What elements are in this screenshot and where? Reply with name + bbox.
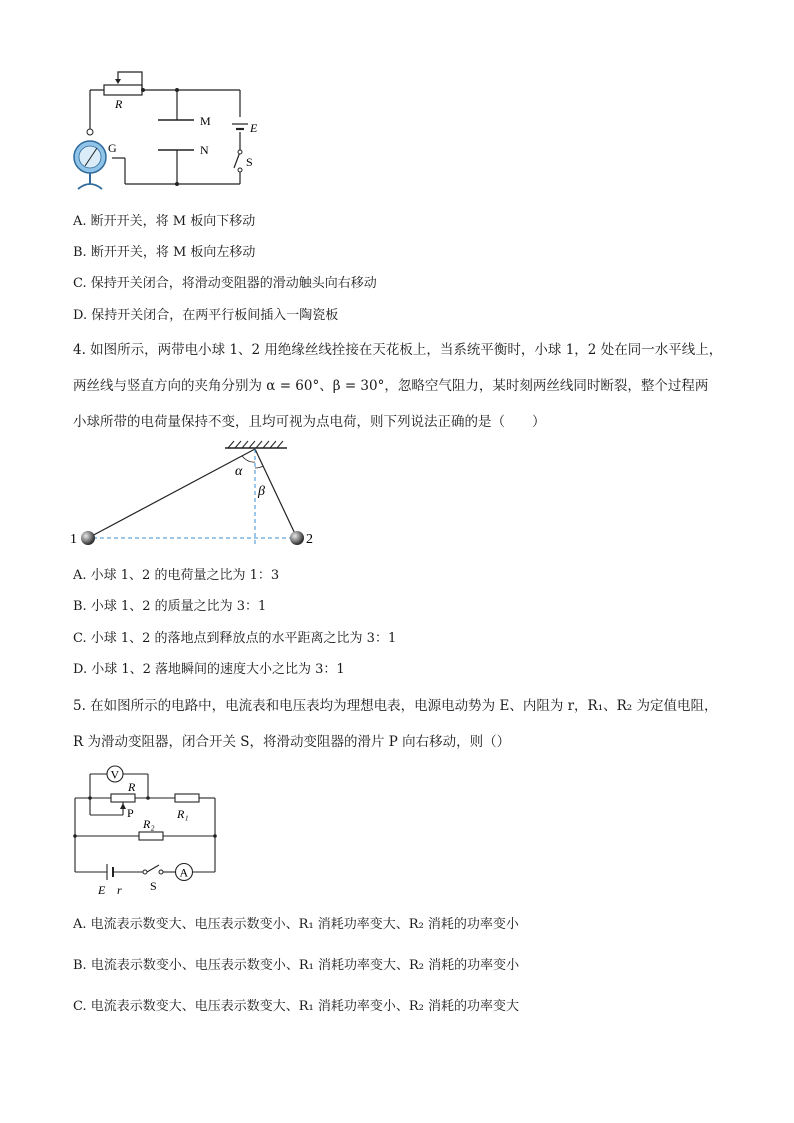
ammeter-icon xyxy=(176,864,193,881)
ball-2-icon xyxy=(290,531,304,545)
label-R: R xyxy=(128,780,136,794)
q5-stem xyxy=(73,688,753,760)
label-ball-2: 2 xyxy=(306,532,313,547)
capacitor-circuit-diagram xyxy=(60,62,280,197)
q4-option-b: B. 小球 1、2 的质量之比为 3：1 xyxy=(73,599,267,614)
q4-option-c: C. 小球 1、2 的落地点到释放点的水平距离之比为 3：1 xyxy=(73,631,397,646)
q3-option-b: B. 断开开关，将 M 板向左移动 xyxy=(73,245,256,260)
svg-text:V: V xyxy=(110,767,120,782)
q5-option-b: B. 电流表示数变小、电压表示数变小、R₁ 消耗功率变大、R₂ 消耗的功率变小 xyxy=(73,958,520,973)
q3-option-c: C. 保持开关闭合，将滑动变阻器的滑动触头向右移动 xyxy=(73,276,377,291)
label-R1: R₁ xyxy=(177,807,189,821)
q4-option-d: D. 小球 1、2 落地瞬间的速度大小之比为 3：1 xyxy=(73,662,345,677)
q5-option-a: A. 电流表示数变大、电压表示数变小、R₁ 消耗功率变大、R₂ 消耗的功率变小 xyxy=(73,917,519,932)
rheostat-circuit-diagram xyxy=(65,760,225,900)
label-S: S xyxy=(150,879,157,893)
svg-text:A: A xyxy=(179,865,189,880)
q4-stem-line3: 小球所带的电荷量保持不变，且均可视为点电荷，则下列说法正确的是（ ） xyxy=(73,414,546,430)
label-P: P xyxy=(127,806,134,820)
galvanometer-icon xyxy=(74,129,106,189)
label-S: S xyxy=(246,155,253,169)
q3-option-d: D. 保持开关闭合，在两平行板间插入一陶瓷板 xyxy=(73,308,339,323)
label-G: G xyxy=(108,141,117,155)
q5-option-c: C. 电流表示数变大、电压表示数变大、R₁ 消耗功率变小、R₂ 消耗的功率变大 xyxy=(73,999,520,1014)
q4-stem-line2: 两丝线与竖直方向的夹角分别为 α = 60°、β = 30°，忽略空气阻力，某时刻两丝线同时断裂，整个过程两 xyxy=(73,378,709,394)
label-ball-1: 1 xyxy=(70,532,77,547)
ball-1-icon xyxy=(81,531,95,545)
q3-option-a: A. 断开开关，将 M 板向下移动 xyxy=(73,214,256,229)
label-alpha: α xyxy=(235,464,243,479)
q4-stem-line1: 4. 如图所示，两带电小球 1、2 用绝缘丝线拴接在天花板上，当系统平衡时，小球 1，2 处在同一水平线上， xyxy=(73,342,723,358)
label-r: r xyxy=(117,883,122,897)
label-beta: β xyxy=(258,484,265,499)
label-R: R xyxy=(115,97,123,111)
label-M: M xyxy=(200,114,211,128)
q5-stem-line1: 5. 在如图所示的电路中，电流表和电压表均为理想电表，电源电动势为 E、内阻为 r，R₁、R₂ 为定值电阻， xyxy=(73,698,718,714)
label-E: E xyxy=(250,121,258,135)
q4-stem xyxy=(73,332,753,440)
q4-option-a: A. 小球 1、2 的电荷量之比为 1：3 xyxy=(73,568,280,583)
q5-stem-line2: R 为滑动变阻器，闭合开关 S，将滑动变阻器的滑片 P 向右移动，则（） xyxy=(73,734,511,750)
hanging-balls-diagram xyxy=(65,440,325,555)
voltmeter-icon xyxy=(107,766,123,782)
label-N: N xyxy=(200,143,209,157)
label-E: E xyxy=(98,883,106,897)
label-R2: R₂ xyxy=(143,817,155,831)
